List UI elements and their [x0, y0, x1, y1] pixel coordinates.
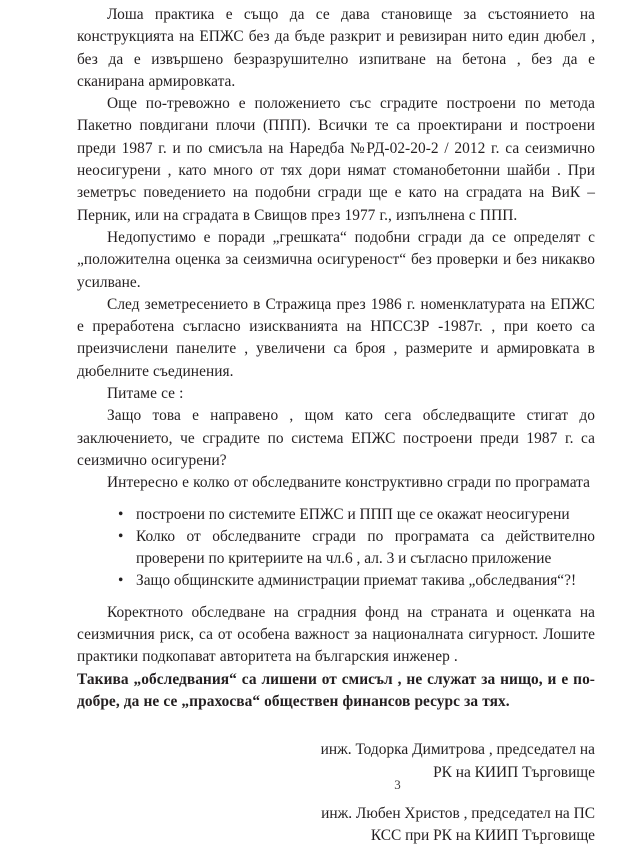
list-item — [77, 570, 595, 592]
signature-org-line: РК на КИИП Търговище — [433, 763, 595, 781]
paragraph-bad-practice: Лоша практика е също да се дава становище за състоянието на конструкцията на ЕПЖС без да бъде разкрит и ревизиран нито един дюбел , без да е извършено безразрушително изпитване на бетона , без да е сканирана армировката. — [77, 6, 595, 90]
signature-name-line: инж. Любен Христов , председател на ПС — [321, 804, 595, 822]
signature-name-line: инж. Тодорка Димитрова , председател на — [320, 741, 595, 759]
paragraph-interesting-count: Интересно е колко от обследваните конструктивно сгради по програмата — [107, 474, 591, 492]
list-item — [77, 504, 595, 526]
bullet-point-icon: • — [118, 527, 124, 545]
page-number-value: 3 — [394, 777, 401, 789]
paragraph-why-question: Защо това е направено , щом като сега обследващите стигат до заключението, че сградите по система ЕПЖС построени преди 1987 г. са сеизмично осигурени? — [77, 407, 595, 469]
paragraph-strazhitsa-earthquake: След земетресението в Стражица през 1986 г. номенклатурата на ЕПЖС е преработена съгласно изискванията на НПССЗР -1987г. , при което са преизчислени панелите , увеличени са броя , размерите и армировката в дюбелните съединения. — [77, 295, 595, 380]
page-number — [0, 777, 595, 789]
paragraph-conclusion-bold: Такива „обследвания“ са лишени от смисъл , не служат за нищо, и е по-добре, да не се „прахосва“ обществен финансов ресурс за тях. — [77, 670, 595, 710]
bullet-point-icon: • — [118, 572, 124, 590]
paragraph-correct-survey: Коректното обследване на сградния фонд на страната и оценката на сеизмичния риск, са от особена важност за националната сигурност. Лошите практики подкопават авторитета на българския инженер . — [77, 603, 595, 666]
list-item-label: Защо общинските администрации приемат такива „обследвания“?! — [136, 572, 577, 590]
bullet-point-icon: • — [118, 505, 124, 523]
paragraph-ppp-method: Още по-тревожно е положението със сградите построени по метода Пакетно повдигани плочи (ППП). Всички те са проектирани и построени преди 1987 г. и по смисъла на Наредба №РД-02-20-2 / 2012 г. са сеизмично неосигурени , като много от тях дори нямат стоманобетонни шайби . При земетръс поведението на подобни сгради ще е като на сградата на ВиК – Перник, или на сградата в Свищов през 1977 г., изпълнена с ППП. — [77, 95, 595, 224]
document-body — [77, 4, 595, 847]
signature-top-spacer — [77, 713, 595, 739]
paragraph-inadmissible: Недопустимо е поради „грешката“ подобни сгради да се определят с „положителна оценка за сеизмична осигуреност“ без проверки и без никакво усилване. — [77, 228, 595, 291]
paragraph-we-ask: Питаме се : — [107, 385, 184, 403]
list-top-spacer — [77, 495, 595, 504]
signature-org-line: КСС при РК на КИИП Търговище — [370, 827, 595, 845]
questions-bullet-list — [77, 504, 595, 593]
list-item-label: построени по системите ЕПЖС и ППП ще се окажат неосигурени — [136, 505, 570, 523]
list-item-label: Колко от обследваните сгради по програмата са действително проверени по критериите на чл.6 , ал. 3 и съгласно приложение — [136, 527, 595, 568]
list-item — [77, 526, 595, 571]
list-bottom-spacer — [77, 593, 595, 602]
signature-block-ps-chairperson — [77, 803, 595, 847]
